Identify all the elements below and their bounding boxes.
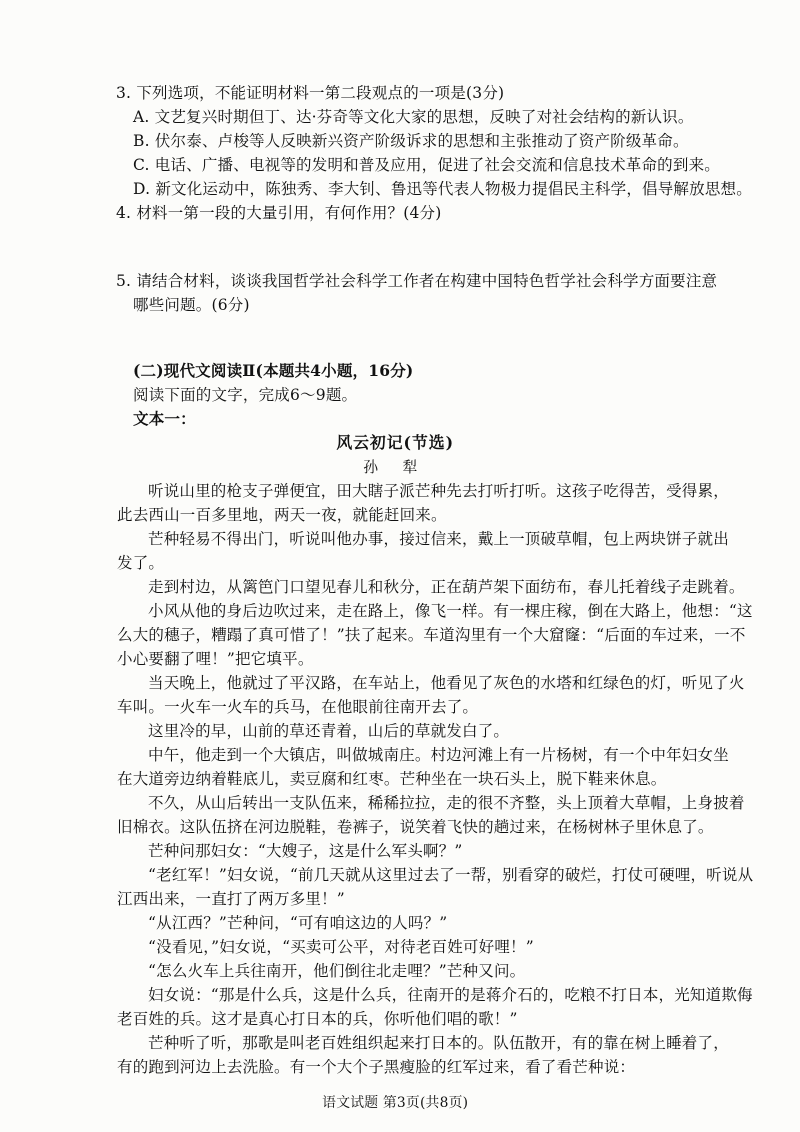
article-line: 在大道旁边纳着鞋底儿，卖豆腐和红枣。芒种坐在一块石头上，脱下鞋来休息。 — [117, 770, 667, 788]
article-line: 有的跑到河边上去洗脸。有一个大个子黑瘦脸的红军过来，看了看芒种说： — [117, 1058, 636, 1076]
article-author: 孙 犁 — [363, 458, 428, 476]
article-line: 旧棉衣。这队伍挤在河边脱鞋，卷裤子，说笑着飞快的趟过来，在杨树林子里休息了。 — [117, 818, 714, 836]
article-line: 中午，他走到一个大镇店，叫做城南庄。村边河滩上有一片杨树，有一个中年妇女坐 — [148, 746, 729, 764]
section-heading: (二)现代文阅读Ⅱ(本题共4小题，16分) — [133, 361, 414, 380]
page-footer: 语文试题 第3页(共8页) — [322, 1095, 469, 1111]
article-line: 么大的穗子，糟蹋了真可惜了！”扶了起来。车道沟里有一个大窟窿：“后面的车过来，一不 — [117, 626, 746, 644]
article-line: “从江西？”芒种问，“可有咱这边的人吗？” — [148, 914, 448, 932]
article-line: 发了。 — [117, 554, 165, 572]
article-line: 老百姓的兵。这才是真心打日本的兵，你听他们唱的歌！” — [117, 1010, 518, 1028]
article-line: 车叫。一火车一火车的兵马，在他眼前往南开去了。 — [117, 698, 479, 716]
question-3-option-d: D. 新文化运动中，陈独秀、李大钊、鲁迅等代表人物极力提倡民主科学，倡导解放思想。 — [133, 180, 752, 198]
article-line: 听说山里的枪支子弹便宜，田大瞎子派芒种先去打听打听。这孩子吃得苦，受得累， — [148, 482, 729, 500]
article-line: 芒种听了听，那歌是叫老百姓组织起来打日本的。队伍散开，有的靠在树上睡着了， — [148, 1034, 729, 1052]
article-line: “没看见，”妇女说，“买卖可公平，对待老百姓可好哩！” — [148, 938, 534, 956]
text-label: 文本一： — [133, 409, 196, 428]
question-5-stem-line1: 5. 请结合材料，谈谈我国哲学社会科学工作者在构建中国特色哲学社会科学方面要注意 — [116, 272, 718, 290]
article-line: 小心要翻了哩！”把它填平。 — [117, 650, 314, 668]
article-line: 芒种轻易不得出门，听说叫他办事，接过信来，戴上一顶破草帽，包上两块饼子就出 — [148, 530, 729, 548]
article-line: 此去西山一百多里地，两天一夜，就能赶回来。 — [117, 506, 447, 524]
question-3-option-b: B. 伏尔泰、卢梭等人反映新兴资产阶级诉求的思想和主张推动了资产阶级革命。 — [133, 132, 689, 150]
article-line: “老红军！”妇女说，“前几天就从这里过去了一帮，别看穿的破烂，打仗可硬哩，听说从 — [148, 866, 754, 884]
question-3-option-c: C. 电话、广播、电视等的发明和普及应用，促进了社会交流和信息技术革命的到来。 — [133, 156, 720, 174]
article-line: 芒种问那妇女：“大嫂子，这是什么军头啊？” — [148, 842, 463, 860]
article-line: “怎么火车上兵往南开，他们倒往北走哩？”芒种又问。 — [148, 962, 526, 980]
section-instruction: 阅读下面的文字，完成6～9题。 — [133, 386, 358, 404]
article-line: 这里冷的早，山前的草还青着，山后的草就发白了。 — [148, 722, 510, 740]
article-line: 不久，从山后转出一支队伍来，稀稀拉拉，走的很不齐整，头上顶着大草帽，上身披着 — [148, 794, 745, 812]
question-4-stem: 4. 材料一第一段的大量引用，有何作用？(4分) — [116, 204, 442, 222]
article-line: 妇女说：“那是什么兵，这是什么兵，往南开的是蒋介石的，吃粮不打日本，光知道欺侮 — [148, 986, 753, 1004]
question-5-stem-line2: 哪些问题。(6分) — [133, 296, 250, 314]
article-title: 风云初记(节选) — [336, 433, 455, 452]
question-3-stem: 3. 下列选项，不能证明材料一第二段观点的一项是(3分) — [116, 84, 505, 102]
article-line: 当天晚上，他就过了平汉路，在车站上，他看见了灰色的水塔和红绿色的灯，听见了火 — [148, 674, 745, 692]
question-3-option-a: A. 文艺复兴时期但丁、达·芬奇等文化大家的思想，反映了对社会结构的新认识。 — [133, 108, 694, 126]
article-line: 走到村边，从篱笆门口望见春儿和秋分，正在葫芦架下面纺布，春儿托着线子走跳着。 — [148, 578, 745, 596]
article-line: 小风从他的身后边吹过来，走在路上，像飞一样。有一棵庄稼，倒在大路上，他想：“这 — [148, 602, 753, 620]
article-line: 江西出来，一直打了两万多里！” — [117, 890, 345, 908]
